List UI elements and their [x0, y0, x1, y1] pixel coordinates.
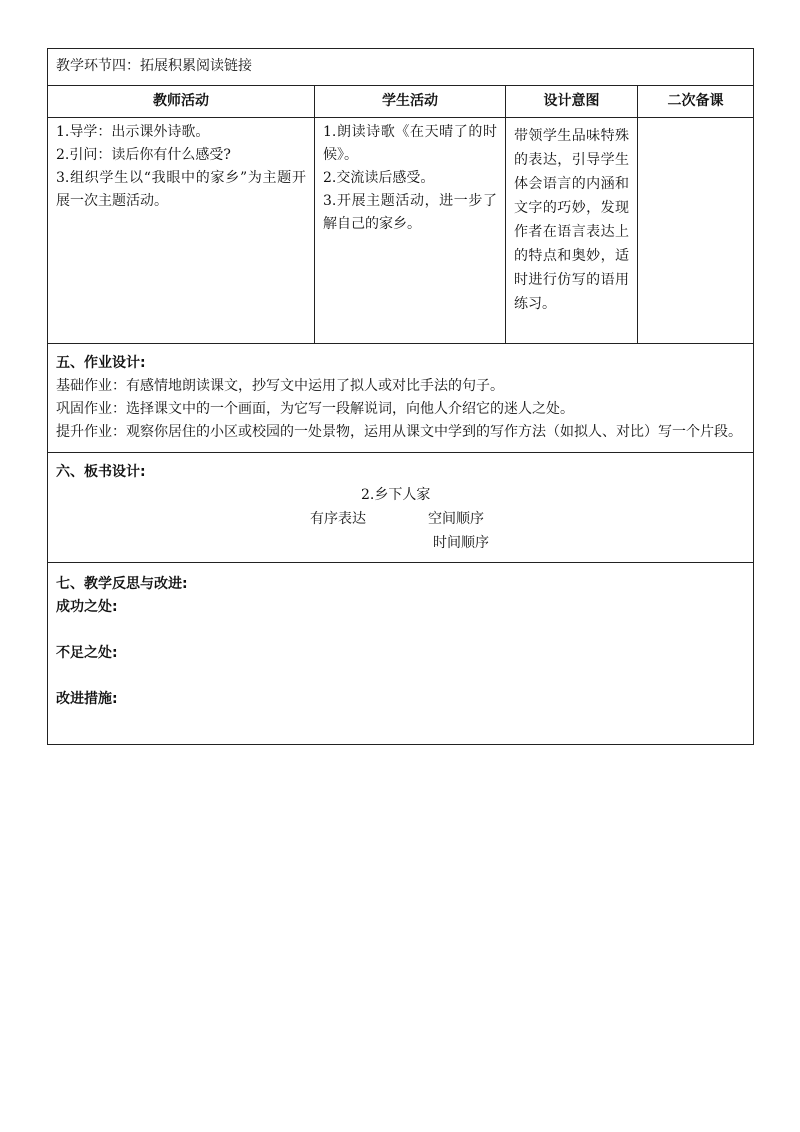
- board-section: [48, 453, 754, 563]
- homework-advanced: 提升作业：观察你居住的小区或校园的一处景物，运用从课文中学到的写作方法（如拟人、对比）写一个片段。: [56, 424, 742, 440]
- homework-basic: 基础作业：有感情地朗读课文，抄写文中运用了拟人或对比手法的句子。: [56, 378, 504, 394]
- lesson-plan-page: [47, 48, 753, 745]
- teacher-item-3: 3.组织学生以“我眼中的家乡”为主题开展一次主题活动。: [56, 170, 306, 209]
- board-lesson-title: 2.乡下人家: [361, 487, 431, 503]
- teacher-item-2: 2.引问：读后你有什么感受?: [56, 147, 231, 163]
- board-left-term: 有序表达: [310, 511, 366, 527]
- reflection-shortcoming: 不足之处:: [56, 645, 118, 661]
- student-item-1: 1.朗读诗歌《在天晴了的时候》。: [323, 124, 497, 163]
- design-intent-cell: 带领学生品味特殊的表达，引导学生体会语言的内涵和文字的巧妙，发现作者在语言表达上的特点和奥妙，适时进行仿写的语用练习。: [506, 118, 638, 344]
- teacher-item-1: 1.导学：出示课外诗歌。: [56, 124, 210, 140]
- header-design-intent: 设计意图: [506, 86, 638, 118]
- board-right-term-2: 时间顺序: [433, 535, 489, 551]
- student-item-2: 2.交流读后感受。: [323, 170, 435, 186]
- reflection-section: [48, 563, 754, 745]
- board-right-term-1: 空间顺序: [428, 511, 484, 527]
- student-activity-cell: [315, 118, 506, 344]
- reflection-success: 成功之处:: [56, 599, 118, 615]
- homework-consolidate: 巩固作业：选择课文中的一个画面，为它写一段解说词，向他人介绍它的迷人之处。: [56, 401, 574, 417]
- board-title: 六、板书设计:: [56, 464, 146, 480]
- lesson-plan-table: [47, 48, 754, 745]
- header-teacher-activity: 教师活动: [48, 86, 315, 118]
- homework-title: 五、作业设计:: [56, 355, 146, 371]
- header-second-prep: 二次备课: [638, 86, 754, 118]
- board-design: [56, 484, 745, 556]
- second-prep-cell: [638, 118, 754, 344]
- homework-section: [48, 344, 754, 453]
- reflection-title: 七、教学反思与改进:: [56, 576, 188, 592]
- teacher-activity-cell: [48, 118, 315, 344]
- reflection-measures: 改进措施:: [56, 691, 118, 707]
- header-student-activity: 学生活动: [315, 86, 506, 118]
- student-item-3: 3.开展主题活动，进一步了解自己的家乡。: [323, 193, 497, 232]
- section4-title: 教学环节四：拓展积累阅读链接: [48, 49, 754, 86]
